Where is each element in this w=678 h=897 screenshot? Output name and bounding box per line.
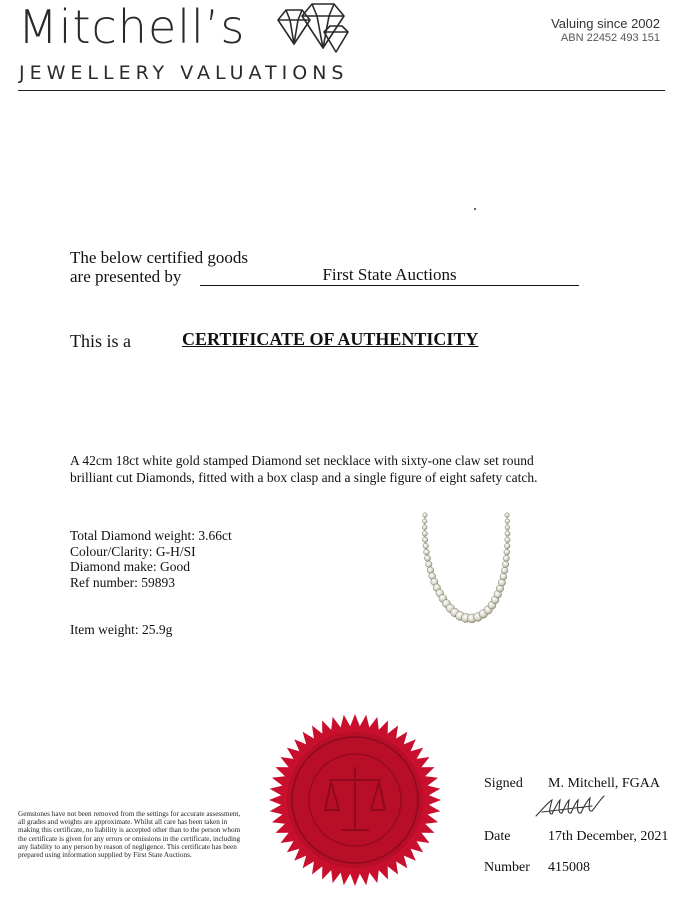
brand-name: Mitchell’s [18, 0, 246, 54]
item-specs [70, 528, 232, 590]
certificate-lead: This is a [70, 331, 131, 351]
presented-by-label: are presented by [70, 267, 182, 286]
handwritten-signature [532, 792, 612, 822]
certificate-title: CERTIFICATE OF AUTHENTICITY [182, 329, 479, 349]
necklace-gem [504, 543, 510, 549]
necklace-gem [424, 549, 430, 555]
necklace-gem [501, 567, 508, 574]
necklace-gem [505, 513, 509, 517]
brand-subtitle: JEWELLERY VALUATIONS [19, 62, 349, 84]
necklace-gem [422, 525, 427, 530]
necklace-gem [505, 525, 510, 530]
item-weight: Item weight: 25.9g [70, 622, 173, 637]
item-description: A 42cm 18ct white gold stamped Diamond set necklace with sixty-one claw set round brilliant cut Diamonds, fitted with a box clasp and a single figure of eight safety catch. [70, 453, 538, 485]
spec-colour-clarity: Colour/Clarity: G-H/SI [70, 543, 196, 559]
necklace-gem [500, 573, 507, 580]
presenter-name: First State Auctions [200, 264, 579, 286]
date-value: 17th December, 2021 [548, 829, 669, 844]
necklace-gem [423, 543, 429, 549]
necklace-gem [426, 561, 432, 567]
necklace-gem [505, 519, 510, 524]
certified-goods-line: The below certified goods [70, 248, 248, 267]
signed-label: Signed [484, 776, 523, 791]
diamond-logo-icon [272, 2, 350, 58]
spec-ref-number: Ref number: 59893 [70, 574, 175, 590]
header-divider [18, 90, 665, 91]
date-label: Date [484, 829, 511, 844]
necklace-gem [422, 537, 427, 542]
necklace-gem [505, 537, 510, 542]
stray-mark [474, 208, 476, 210]
abn-number: ABN 22452 493 151 [560, 32, 660, 44]
necklace-gem [504, 549, 510, 555]
signed-value: M. Mitchell, FGAA [548, 776, 660, 791]
necklace-gem [503, 555, 509, 561]
necklace-gem [423, 513, 427, 517]
necklace-gem [505, 531, 510, 536]
spec-total-weight: Total Diamond weight: 3.66ct [70, 528, 232, 543]
necklace-gem [502, 561, 508, 567]
necklace-gem [422, 519, 427, 524]
number-value: 415008 [548, 860, 590, 875]
necklace-photo [405, 510, 530, 635]
disclaimer-text: Gemstones have not been removed from the settings for accurate assessment, all grades and weights are approximate. Whilst all care has been taken in making this certificate, no liability is accepted other than to the person whom the certificate is given for any errors or omissions in the certificate, including any liability to any person by reason of negligence. This certificate has been prepared using information supplied by First State Auctions. [18, 810, 241, 860]
necklace-gem [424, 555, 430, 561]
necklace-gem [422, 531, 427, 536]
number-label: Number [484, 860, 530, 875]
spec-diamond-make: Diamond make: Good [70, 559, 190, 574]
tagline: Valuing since 2002 [551, 16, 660, 31]
wax-seal-icon [267, 712, 443, 888]
